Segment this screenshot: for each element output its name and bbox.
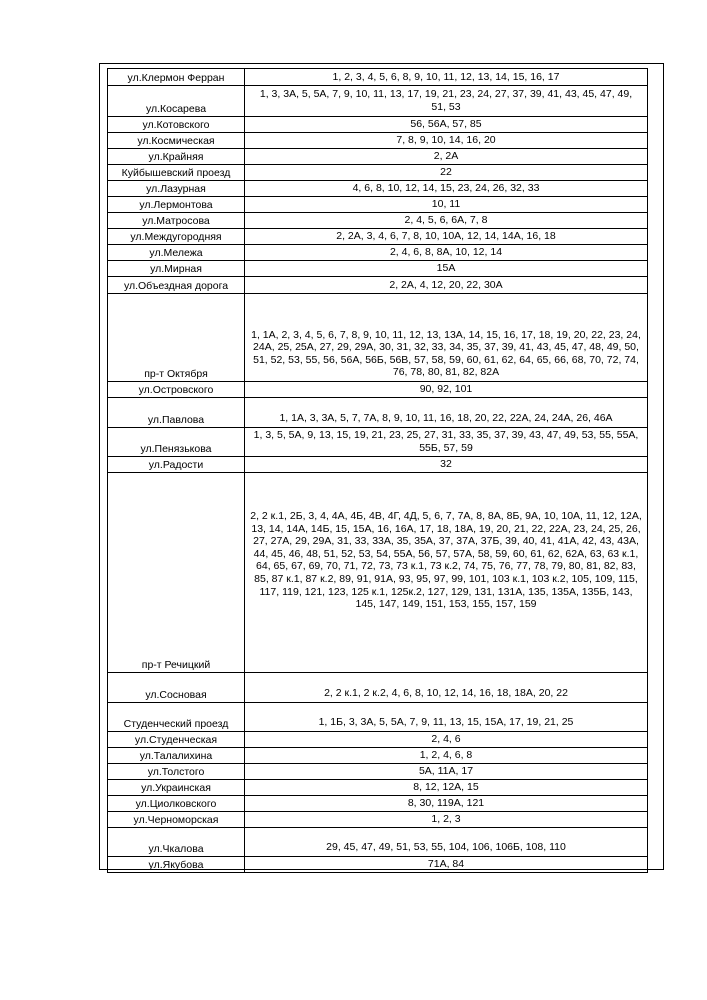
table-row [108,473,648,673]
house-numbers: 2, 4, 5, 6, 6А, 7, 8 [245,213,648,229]
house-numbers: 71А, 84 [245,857,648,873]
table-row [108,229,648,245]
table-row [108,165,648,181]
house-numbers: 29, 45, 47, 49, 51, 53, 55, 104, 106, 106Б, 108, 110 [245,828,648,857]
street-name: ул.Чкалова [108,828,245,857]
table-row [108,197,648,213]
street-name: ул.Циолковского [108,796,245,812]
table-row [108,732,648,748]
house-numbers: 1, 1Б, 3, 3А, 5, 5А, 7, 9, 11, 13, 15, 15А, 17, 19, 21, 25 [245,703,648,732]
street-name: ул.Матросова [108,213,245,229]
table-row [108,86,648,117]
table-row [108,703,648,732]
house-numbers: 1, 2, 3 [245,812,648,828]
table-row [108,857,648,873]
table-row [108,261,648,277]
street-name: ул.Косарева [108,86,245,117]
table-row [108,812,648,828]
street-name: ул.Островского [108,382,245,398]
street-name: ул.Крайняя [108,149,245,165]
table-row [108,428,648,457]
table-row [108,245,648,261]
table-row [108,277,648,294]
house-numbers: 56, 56А, 57, 85 [245,117,648,133]
street-name: ул.Студенческая [108,732,245,748]
street-name: ул.Котовского [108,117,245,133]
street-name: ул.Мирная [108,261,245,277]
table-row [108,181,648,197]
street-name: ул.Радости [108,457,245,473]
street-name: ул.Мележа [108,245,245,261]
table-row [108,764,648,780]
house-numbers: 1, 2, 3, 4, 5, 6, 8, 9, 10, 11, 12, 13, 14, 15, 16, 17 [245,69,648,86]
house-numbers: 22 [245,165,648,181]
table-row [108,780,648,796]
street-name: ул.Якубова [108,857,245,873]
house-numbers: 8, 30, 119А, 121 [245,796,648,812]
street-name: пр-т Речицкий [108,473,245,673]
house-numbers: 2, 2А, 4, 12, 20, 22, 30А [245,277,648,294]
table-row [108,69,648,86]
house-numbers: 8, 12, 12А, 15 [245,780,648,796]
house-numbers: 2, 4, 6, 8, 8А, 10, 12, 14 [245,245,648,261]
street-name: ул.Толстого [108,764,245,780]
house-numbers: 1, 3, 3А, 5, 5А, 7, 9, 10, 11, 13, 17, 19, 21, 23, 24, 27, 37, 39, 41, 43, 45, 47, 49, 51, 53 [245,86,648,117]
table-row [108,457,648,473]
street-name: пр-т Октября [108,294,245,382]
house-numbers: 1, 3, 5, 5А, 9, 13, 15, 19, 21, 23, 25, 27, 31, 33, 35, 37, 39, 43, 47, 49, 53, 55, 55А, 55Б, 57, 59 [245,428,648,457]
house-numbers: 2, 2А [245,149,648,165]
street-name: Куйбышевский проезд [108,165,245,181]
street-name: ул.Объездная дорога [108,277,245,294]
house-numbers: 1, 1А, 3, 3А, 5, 7, 7А, 8, 9, 10, 11, 16, 18, 20, 22, 22А, 24, 24А, 26, 46А [245,398,648,428]
street-name: ул.Лазурная [108,181,245,197]
table-row [108,213,648,229]
house-numbers: 32 [245,457,648,473]
street-name: ул.Клермон Ферран [108,69,245,86]
street-name: ул.Украинская [108,780,245,796]
table-row [108,748,648,764]
table-row [108,133,648,149]
table-row [108,382,648,398]
table-row [108,294,648,382]
table-row [108,398,648,428]
house-numbers: 10, 11 [245,197,648,213]
house-numbers: 2, 2А, 3, 4, 6, 7, 8, 10, 10А, 12, 14, 14А, 16, 18 [245,229,648,245]
street-name: ул.Космическая [108,133,245,149]
street-name: ул.Черноморская [108,812,245,828]
street-name: Студенческий проезд [108,703,245,732]
house-numbers: 2, 2 к.1, 2 к.2, 4, 6, 8, 10, 12, 14, 16, 18, 18А, 20, 22 [245,673,648,703]
table-row [108,149,648,165]
house-numbers: 2, 2 к.1, 2Б, 3, 4, 4А, 4Б, 4В, 4Г, 4Д, 5, 6, 7, 7А, 8, 8А, 8Б, 9А, 10, 10А, 11, 12, 12А, 13, 14, 14А, 14Б, 15, 15А, 16, 16А, 17, 18, 18А, 19, 20, 21, 22, 22А, 23, 24, 25, 26, 27, 27А, 29, 29А, 31, 33, 33А, 35, 35А, 37, 37А, 37Б, 39, 40, 41, 41А, 42, 43, 43А, 44, 45, 46, 48, 51, 52, 53, 54, 55А, 56, 57, 57А, 58, 59, 60, 61, 62, 62А, 63, 63 к.1, 64, 65, 67, 69, 70, 71, 72, 73, 73 к.1, 73 к.2, 74, 75, 76, 77, 78, 79, 80, 81, 82, 83, 85, 87 к.1, 87 к.2, 89, 91, 91А, 93, 95, 97, 99, 101, 103 к.1, 103 к.2, 105, 109, 115, 117, 119, 121, 123, 125 к.1, 125к.2, 127, 129, 131, 131А, 135, 135А, 135Б, 143, 145, 147, 149, 151, 153, 155, 157, 159 [245,473,648,673]
street-name: ул.Сосновая [108,673,245,703]
table-row [108,796,648,812]
street-name: ул.Талалихина [108,748,245,764]
house-numbers: 15А [245,261,648,277]
house-numbers: 5А, 11А, 17 [245,764,648,780]
street-name: ул.Пенязькова [108,428,245,457]
house-numbers: 2, 4, 6 [245,732,648,748]
street-address-table [107,68,648,873]
table-row [108,117,648,133]
house-numbers: 90, 92, 101 [245,382,648,398]
table-row [108,828,648,857]
house-numbers: 1, 2, 4, 6, 8 [245,748,648,764]
street-name: ул.Павлова [108,398,245,428]
street-name: ул.Междугородняя [108,229,245,245]
house-numbers: 4, 6, 8, 10, 12, 14, 15, 23, 24, 26, 32, 33 [245,181,648,197]
table-row [108,673,648,703]
house-numbers: 7, 8, 9, 10, 14, 16, 20 [245,133,648,149]
house-numbers: 1, 1А, 2, 3, 4, 5, 6, 7, 8, 9, 10, 11, 12, 13, 13А, 14, 15, 16, 17, 18, 19, 20, 22, 23, 24, 24А, 25, 25А, 27, 29, 29А, 30, 31, 32, 33, 34, 35, 37, 39, 41, 43, 45, 47, 48, 49, 50, 51, 52, 53, 55, 56, 56А, 56Б, 56В, 57, 58, 59, 60, 61, 62, 64, 65, 66, 68, 70, 72, 74, 76, 78, 80, 81, 82, 82А [245,294,648,382]
street-name: ул.Лермонтова [108,197,245,213]
